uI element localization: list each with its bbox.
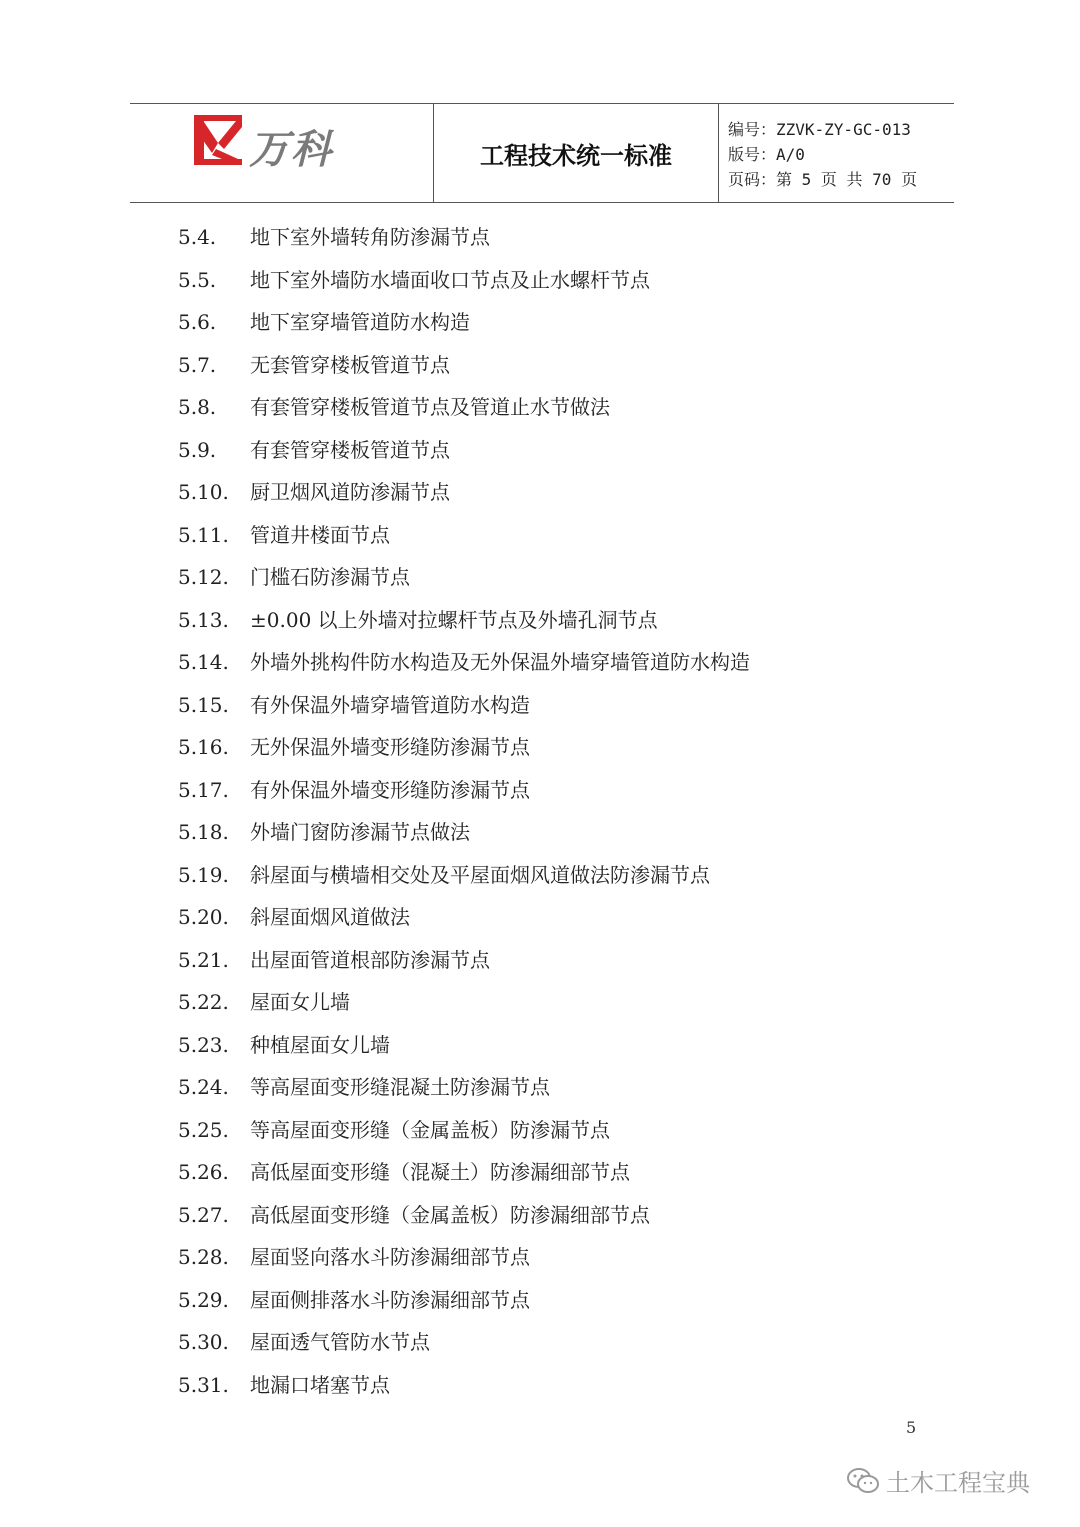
toc-item-title: 等高屋面变形缝（金属盖板）防渗漏节点 — [250, 1117, 610, 1142]
toc-item-title: 斜屋面与横墙相交处及平屋面烟风道做法防渗漏节点 — [250, 862, 710, 887]
toc-item — [178, 684, 938, 727]
toc-item-title: 门槛石防渗漏节点 — [250, 565, 410, 589]
toc-item — [178, 1066, 938, 1109]
watermark — [846, 1463, 1030, 1498]
toc-item-title: 等高屋面变形缝混凝土防渗漏节点 — [250, 1075, 550, 1099]
toc-item-title: 厨卫烟风道防渗漏节点 — [250, 480, 450, 504]
toc-item-number: 5.22. — [178, 990, 229, 1014]
toc-item-title: 无套管穿楼板管道节点 — [250, 352, 450, 377]
toc-item — [178, 259, 938, 302]
toc-item-number: 5.26. — [178, 1160, 229, 1184]
toc-item — [178, 344, 938, 387]
toc-item-number: 5.13. — [178, 607, 229, 632]
toc-item — [178, 599, 938, 642]
toc-item — [178, 854, 938, 897]
document-title: 工程技术统一标准 — [433, 104, 719, 202]
toc-item — [178, 1109, 938, 1152]
toc-item-number: 5.4. — [178, 225, 217, 249]
toc-item-title: 种植屋面女儿墙 — [250, 1032, 390, 1057]
document-page-info: 页码：第 5 页 共 70 页 — [728, 170, 918, 189]
toc-item — [178, 811, 938, 854]
toc-item — [178, 1279, 938, 1322]
vanke-logo — [130, 104, 433, 202]
toc-item-title: 有外保温外墙变形缝防渗漏节点 — [250, 777, 530, 802]
watermark-text: 土木工程宝典 — [886, 1469, 1030, 1497]
vanke-logo-icon — [192, 113, 244, 167]
toc-item-title: ±0.00 以上外墙对拉螺杆节点及外墙孔洞节点 — [250, 607, 658, 632]
toc-item-title: 出屋面管道根部防渗漏节点 — [250, 947, 490, 972]
toc-item — [178, 641, 938, 684]
toc-item-title: 地漏口堵塞节点 — [250, 1372, 390, 1397]
toc-item — [178, 981, 938, 1024]
toc-item — [178, 1024, 938, 1067]
toc-item — [178, 216, 938, 259]
toc-item-title: 外墙门窗防渗漏节点做法 — [250, 820, 470, 844]
toc-item-title: 高低屋面变形缝（金属盖板）防渗漏细部节点 — [250, 1202, 650, 1227]
toc-item-number: 5.28. — [178, 1245, 229, 1269]
toc-item-number: 5.21. — [178, 947, 229, 972]
toc-item-number: 5.24. — [178, 1075, 229, 1099]
document-version: 版号：A/0 — [728, 145, 805, 164]
toc-item-number: 5.15. — [178, 692, 229, 717]
toc-item-title: 屋面透气管防水节点 — [250, 1330, 430, 1354]
toc-item-number: 5.7. — [178, 352, 217, 377]
toc-item-number: 5.29. — [178, 1287, 229, 1312]
toc-item-title: 屋面女儿墙 — [250, 990, 350, 1014]
toc-item-number: 5.30. — [178, 1330, 229, 1354]
toc-item — [178, 896, 938, 939]
document-code: 编号：ZZVK-ZY-GC-013 — [728, 120, 911, 139]
toc-item-number: 5.6. — [178, 310, 217, 334]
toc-item-number: 5.31. — [178, 1372, 229, 1397]
toc-item-title: 无外保温外墙变形缝防渗漏节点 — [250, 735, 530, 759]
toc-item-number: 5.10. — [178, 480, 229, 504]
toc-item-title: 地下室外墙转角防渗漏节点 — [250, 225, 490, 249]
toc-item-title: 有套管穿楼板管道节点 — [250, 437, 450, 462]
toc-item — [178, 939, 938, 982]
toc-item-number: 5.18. — [178, 820, 229, 844]
toc-item-title: 有外保温外墙穿墙管道防水构造 — [250, 692, 530, 717]
toc-item — [178, 471, 938, 514]
document-header — [130, 103, 954, 203]
toc-item-number: 5.8. — [178, 395, 217, 419]
toc-item — [178, 1151, 938, 1194]
toc-item-title: 屋面竖向落水斗防渗漏细部节点 — [250, 1245, 530, 1269]
toc-item — [178, 514, 938, 557]
toc-item — [178, 301, 938, 344]
toc-item-number: 5.25. — [178, 1117, 229, 1142]
toc-item-number: 5.23. — [178, 1032, 229, 1057]
page-number: 5 — [906, 1418, 917, 1437]
toc-item — [178, 1236, 938, 1279]
toc-item — [178, 386, 938, 429]
toc-item-number: 5.16. — [178, 735, 229, 759]
toc-item-number: 5.5. — [178, 267, 217, 292]
toc-item-title: 外墙外挑构件防水构造及无外保温外墙穿墙管道防水构造 — [250, 650, 750, 674]
toc-item-title: 屋面侧排落水斗防渗漏细部节点 — [250, 1287, 530, 1312]
table-of-contents — [178, 216, 938, 1406]
toc-item-number: 5.9. — [178, 437, 217, 462]
toc-item-number: 5.12. — [178, 565, 229, 589]
toc-item — [178, 1321, 938, 1364]
toc-item-number: 5.27. — [178, 1202, 229, 1227]
toc-item — [178, 429, 938, 472]
toc-item-title: 斜屋面烟风道做法 — [250, 905, 410, 929]
toc-item-number: 5.17. — [178, 777, 229, 802]
document-meta — [728, 117, 954, 192]
toc-item-title: 高低屋面变形缝（混凝土）防渗漏细部节点 — [250, 1160, 630, 1184]
toc-item-title: 地下室穿墙管道防水构造 — [250, 310, 470, 334]
toc-item-number: 5.20. — [178, 905, 229, 929]
toc-item-title: 管道井楼面节点 — [250, 522, 390, 547]
wechat-icon — [846, 1466, 880, 1496]
toc-item-number: 5.14. — [178, 650, 229, 674]
toc-item — [178, 1364, 938, 1407]
toc-item — [178, 769, 938, 812]
toc-item — [178, 726, 938, 769]
logo-text: 万科 — [249, 127, 333, 173]
toc-item-title: 有套管穿楼板管道节点及管道止水节做法 — [250, 395, 610, 419]
toc-item — [178, 556, 938, 599]
toc-item-number: 5.11. — [178, 522, 229, 547]
toc-item-title: 地下室外墙防水墙面收口节点及止水螺杆节点 — [250, 267, 650, 292]
toc-item-number: 5.19. — [178, 862, 229, 887]
toc-item — [178, 1194, 938, 1237]
